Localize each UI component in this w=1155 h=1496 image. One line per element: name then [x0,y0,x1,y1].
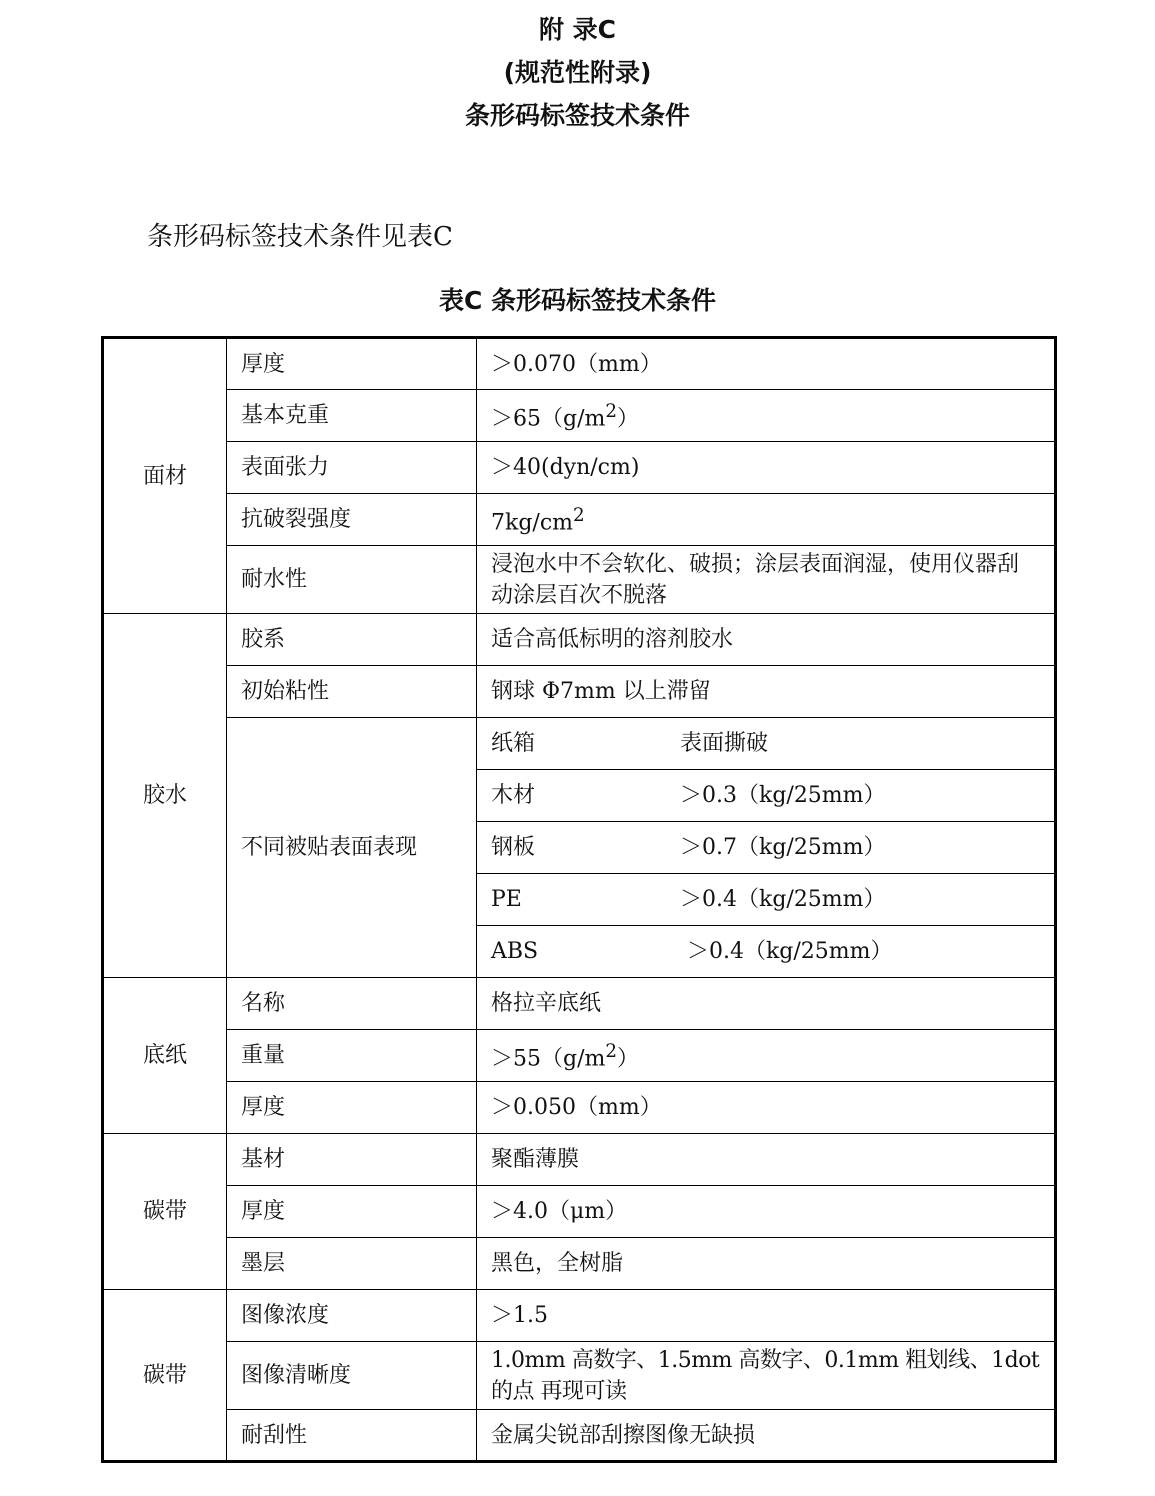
property-value: 黑色，全树脂 [477,1238,1056,1290]
value-text: ＞55（g/m [491,1046,606,1072]
property-name: 图像清晰度 [227,1342,477,1410]
intro-paragraph: 条形码标签技术条件见表C [147,222,453,252]
table-row [103,442,1056,494]
superscript: 2 [605,401,618,423]
property-value: 聚酯薄膜 [477,1134,1056,1186]
table-row [103,614,1056,666]
appendix-title: 附 录C [538,15,617,44]
surface-result: ＞0.7（kg/25mm） [680,835,886,860]
surface-type: ABS [491,939,539,964]
property-name: 耐刮性 [227,1410,477,1462]
superscript: 2 [605,1041,618,1063]
property-name: 图像浓度 [227,1290,477,1342]
spec-table [101,336,1057,1463]
value-tail: ） [617,406,640,432]
table-caption: 表C 条形码标签技术条件 [438,286,717,315]
table-row [103,1290,1056,1342]
table-row [103,1082,1056,1134]
table-row [103,1186,1056,1238]
value-tail: ） [617,1046,640,1072]
table-row [103,1410,1056,1462]
category-backing: 底纸 [103,978,227,1134]
property-value: ＞1.5 [477,1290,1056,1342]
surface-row [477,874,1056,926]
property-value: ＞0.050（mm） [477,1082,1056,1134]
surface-row [477,718,1056,770]
table-row [103,494,1056,546]
table-row [103,666,1056,718]
property-name: 基本克重 [227,390,477,442]
property-name: 重量 [227,1030,477,1082]
category-print: 碳带 [103,1290,227,1462]
table-row [103,1238,1056,1290]
appendix-subject: 条形码标签技术条件 [464,101,690,130]
property-name: 厚度 [227,1082,477,1134]
property-name: 墨层 [227,1238,477,1290]
category-ribbon: 碳带 [103,1134,227,1290]
property-value: 适合高低标明的溶剂胶水 [477,614,1056,666]
property-name: 胶系 [227,614,477,666]
table-row [103,978,1056,1030]
surface-result: ＞0.4（kg/25mm） [680,887,886,912]
property-value [477,1030,1056,1082]
surface-result: 表面撕破 [680,731,769,756]
property-value: ＞4.0（μm） [477,1186,1056,1238]
surface-result: ＞0.4（kg/25mm） [680,939,893,964]
property-value: 钢球 Φ7mm 以上滞留 [477,666,1056,718]
surface-type: 纸箱 [491,731,536,756]
property-name: 名称 [227,978,477,1030]
table-row [103,1134,1056,1186]
surface-type: 钢板 [491,835,536,860]
surface-row [477,770,1056,822]
property-name: 厚度 [227,1186,477,1238]
property-value [477,494,1056,546]
table-row [103,1342,1056,1410]
property-name: 厚度 [227,338,477,390]
superscript: 2 [573,505,585,527]
category-glue: 胶水 [103,614,227,978]
surface-type: PE [491,887,522,912]
property-name: 基材 [227,1134,477,1186]
table-row [103,546,1056,614]
property-value [477,390,1056,442]
value-text: ＞65（g/m [491,406,606,432]
surface-row [477,926,1056,978]
property-name: 抗破裂强度 [227,494,477,546]
appendix-type: (规范性附录) [503,58,652,87]
table-row [103,338,1056,390]
table-row [103,1030,1056,1082]
property-name: 耐水性 [227,546,477,614]
property-name-surfaces: 不同被贴表面表现 [227,718,477,978]
surface-result: ＞0.3（kg/25mm） [680,783,886,808]
property-value: 金属尖锐部刮擦图像无缺损 [477,1410,1056,1462]
property-value: 浸泡水中不会软化、破损；涂层表面润湿，使用仪器刮动涂层百次不脱落 [477,546,1056,614]
property-value: 格拉辛底纸 [477,978,1056,1030]
surface-row [477,822,1056,874]
value-text: 7kg/cm [491,510,574,536]
property-name: 初始粘性 [227,666,477,718]
property-value: ＞0.070（mm） [477,338,1056,390]
property-value: ＞40(dyn/cm) [477,442,1056,494]
table-row [103,718,1056,770]
property-name: 表面张力 [227,442,477,494]
surface-type: 木材 [491,783,536,808]
category-face: 面材 [103,338,227,614]
property-value: 1.0mm 高数字、1.5mm 高数字、0.1mm 粗划线、1dot 的点 再现可读 [477,1342,1056,1410]
table-row [103,390,1056,442]
